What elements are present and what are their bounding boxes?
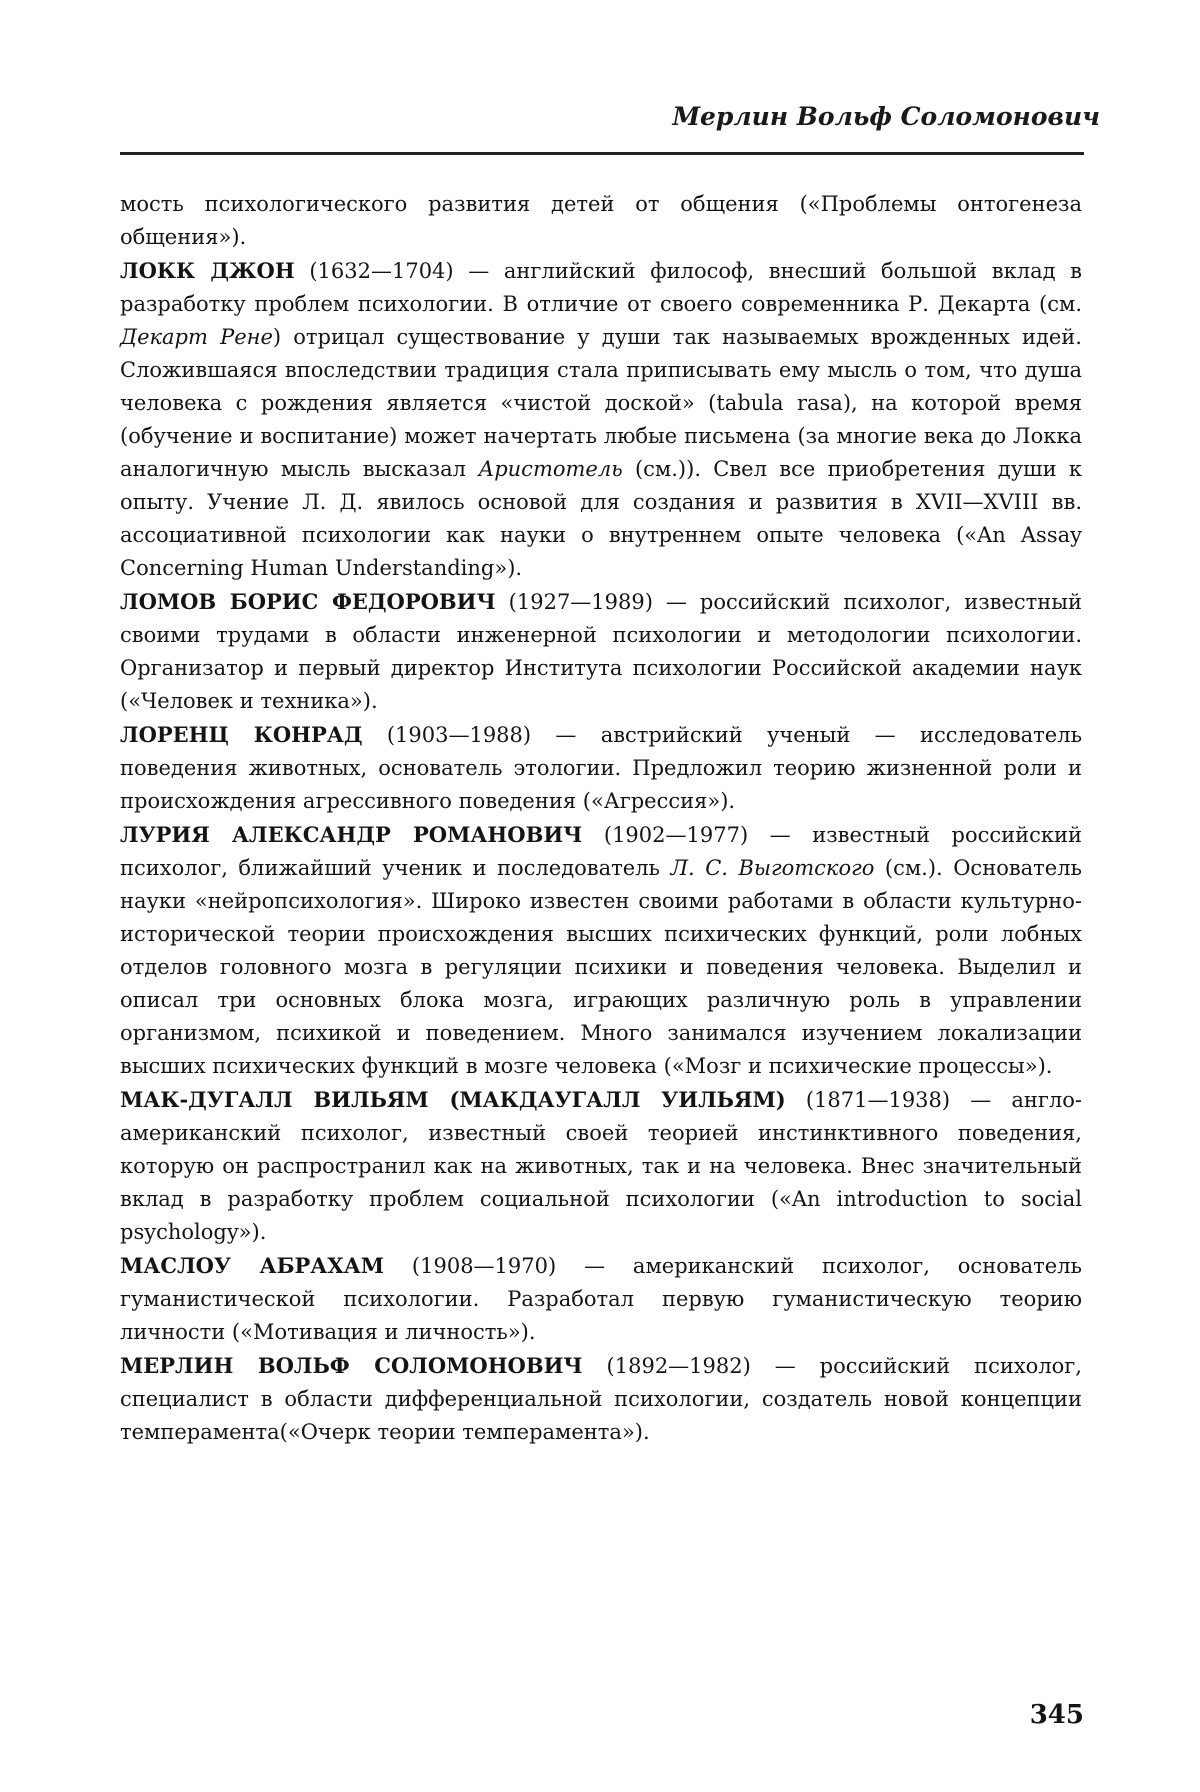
entry-term: ЛОКК ДЖОН xyxy=(120,258,295,283)
entry-term: ЛУРИЯ АЛЕКСАНДР РОМАНОВИЧ xyxy=(120,822,583,847)
entry-luria xyxy=(120,818,1082,1083)
header-rule xyxy=(120,152,1084,155)
entry-term: МЕРЛИН ВОЛЬФ СОЛОМОНОВИЧ xyxy=(120,1353,583,1378)
entry-years: (1927—1989) xyxy=(495,590,653,614)
entry-years: (1908—1970) xyxy=(384,1254,557,1278)
entry-text: — российский психолог, известный своими трудами в области инженерной психологии и методологии психологии. Организатор и первый директор Института психологии Российской академии наук («Человек и техника»). xyxy=(120,590,1083,713)
text-body xyxy=(120,188,1082,1449)
entry-text: — английский философ, внесший большой вклад в разработку проблем психологии. В отличие от своего современника Р. Декарта (см. xyxy=(120,259,1082,316)
entry-text: (см.)). Свел все приобретения души к опыту. Учение Л. Д. явилось основой для создания и развития в XVII—XVIII вв. ассоциативной психологии как науки о внутреннем опыте человека («An Assay Concerning Human Understanding»). xyxy=(120,457,1083,580)
entry-years: (1871—1938) xyxy=(785,1088,951,1112)
entry-text: — англо-американский психолог, известный своей теорией инстинктивного поведения, которую он распространил как на животных, так и на человека. Внес значительный вклад в разработку проблем социальной психологии («An introduction to social psychology»). xyxy=(120,1088,1082,1244)
entry-text: — российский психолог, специалист в области дифференциальной психологии, создатель новой концепции темперамента(«Очерк теории темперамента»). xyxy=(120,1354,1082,1444)
cross-reference: Л. С. Выготского xyxy=(670,856,875,880)
entry-maslow xyxy=(120,1249,1082,1349)
entry-term: ЛОМОВ БОРИС ФЕДОРОВИЧ xyxy=(120,589,496,614)
entry-text: (см.). Основатель науки «нейропсихология». Широко известен своими работами в области культурно-исторической теории происхождения высших психических функций, роли лобных отделов головного мозга в регуляции психики и поведения человека. Выделил и описал три основных блока мозга, играющих различную роль в управлении организмом, психикой и поведением. Много занимался изучением локализации высших психических функций в мозге человека («Мозг и психические процессы»). xyxy=(120,856,1082,1078)
entry-years: (1903—1988) xyxy=(362,723,532,747)
entry-term: МАК-ДУГАЛЛ ВИЛЬЯМ (МАКДАУГАЛЛ УИЛЬЯМ) xyxy=(120,1087,786,1112)
entry-term: МАСЛОУ АБРАХАМ xyxy=(120,1253,385,1278)
running-head: Мерлин Вольф Соломонович xyxy=(672,102,1100,131)
entry-merlin xyxy=(120,1349,1082,1449)
entry-lorenz xyxy=(120,718,1082,818)
entry-mcdougall xyxy=(120,1083,1082,1249)
entry-years: (1902—1977) xyxy=(582,823,749,847)
entry-text: — австрийский ученый — исследователь поведения животных, основатель этологии. Предложил теорию жизненной роли и происхождения агрессивного поведения («Агрессия»). xyxy=(120,723,1082,813)
entry-lomov xyxy=(120,585,1082,718)
entry-locke xyxy=(120,254,1082,585)
continuation-paragraph: мость психологического развития детей от общения («Проблемы онтогенеза общения»). xyxy=(120,192,1082,249)
entry-years: (1892—1982) xyxy=(582,1354,751,1378)
entry-text: ) отрицал существование у души так называемых врожденных идей. Сложившаяся впоследствии традиция стала приписывать ему мысль о том, что душа человека с рождения является «чистой доской» (tabula rasa), на которой время (обучение и воспитание) может начертать любые письмена (за многие века до Локка аналогичную мысль высказал xyxy=(120,325,1082,481)
entry-text: — американский психолог, основатель гуманистической психологии. Разработал первую гуманистическую теорию личности («Мотивация и личность»). xyxy=(120,1254,1082,1344)
cross-reference: Аристотель xyxy=(478,457,623,481)
entry-term: ЛОРЕНЦ КОНРАД xyxy=(120,722,363,747)
cross-reference: Декарт Рене xyxy=(120,325,273,349)
entry-years: (1632—1704) xyxy=(294,259,454,283)
page-number: 345 xyxy=(1029,1700,1084,1730)
entry-text: — известный российский психолог, ближайший ученик и последователь xyxy=(120,823,1083,880)
